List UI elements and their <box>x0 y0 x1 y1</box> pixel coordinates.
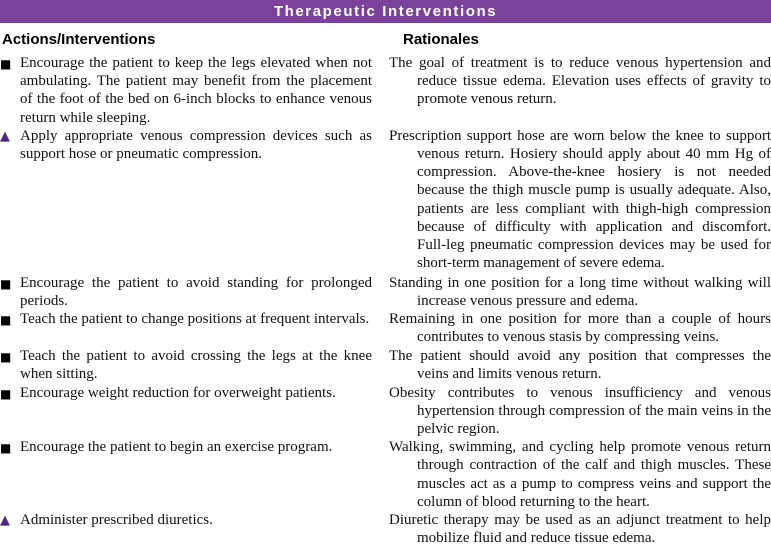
action-cell <box>0 384 389 439</box>
action-text: Encourage the patient to avoid standing for prolonged periods. <box>20 274 372 310</box>
square-bullet-icon: ■ <box>0 276 12 291</box>
action-cell <box>0 310 389 347</box>
table-row <box>0 511 771 547</box>
square-bullet-icon: ■ <box>0 57 12 71</box>
action-text: Administer prescribed diuretics. <box>20 512 213 529</box>
rationale-text: The patient should avoid any position that compresses the veins and limits venous return. <box>389 348 771 383</box>
action-cell <box>0 511 389 547</box>
action-text: Teach the patient to avoid crossing the legs at the knee when sitting. <box>20 348 372 383</box>
page-title: Therapeutic Interventions <box>273 3 498 20</box>
square-bullet-icon: ■ <box>0 313 12 328</box>
triangle-bullet-icon: ▲ <box>0 513 10 529</box>
action-cell <box>0 54 389 127</box>
action-text: Encourage weight reduction for overweight patients. <box>20 384 336 401</box>
table-row <box>0 310 771 347</box>
action-cell <box>0 274 389 310</box>
table-row <box>0 384 771 439</box>
table-row <box>0 347 771 383</box>
title-bar <box>0 0 771 23</box>
table-row <box>0 274 771 310</box>
rationale-text: Remaining in one position for more than a couple of hours contributes to venous stasis by compressing veins. <box>389 311 771 346</box>
rationale-text: The goal of treatment is to reduce venous hypertension and reduce tissue edema. Elevation uses effects of gravity to promote venous return. <box>389 55 771 108</box>
interventions-table <box>0 54 771 548</box>
action-text: Encourage the patient to begin an exercise program. <box>20 439 333 456</box>
column-header-rationales: Rationales <box>403 31 479 48</box>
action-cell <box>0 127 389 274</box>
square-bullet-icon: ■ <box>0 386 12 401</box>
table-row <box>0 438 771 511</box>
square-bullet-icon: ■ <box>0 441 12 456</box>
triangle-bullet-icon: ▲ <box>0 128 10 144</box>
square-bullet-icon: ■ <box>0 350 12 365</box>
action-cell <box>0 438 389 511</box>
action-text: Apply appropriate venous compression devices such as support hose or pneumatic compression. <box>20 127 372 163</box>
rationale-text: Standing in one position for a long time without walking will increase venous pressure and edema. <box>389 274 771 310</box>
action-text: Teach the patient to change positions at frequent intervals. <box>20 311 370 328</box>
rationale-text: Diuretic therapy may be used as an adjunct treatment to help mobilize fluid and reduce tissue edema. <box>389 512 771 547</box>
column-header-actions: Actions/Interventions <box>2 31 156 48</box>
table-row <box>0 127 771 274</box>
rationale-text: Walking, swimming, and cycling help promote venous return through contraction of the calf and thigh muscles. These muscles act as a pump to compress veins and support the column of blood returning to the heart. <box>389 439 771 510</box>
action-cell <box>0 347 389 383</box>
column-headers <box>0 23 771 54</box>
rationale-text: Obesity contributes to venous insufficiency and venous hypertension through compression of the main veins in the pelvic region. <box>389 384 771 438</box>
table-row <box>0 54 771 127</box>
rationale-text: Prescription support hose are worn below the knee to support venous return. Hosiery should apply about 40 mm Hg of compression. Above-the-knee hosiery is not needed because the thigh muscle pump is usually adequate. Also, patients are less compliant with thigh-high compression because of difficulty with application and discomfort. Full-leg pneumatic compression devices may be used for short-term management of severe edema. <box>389 127 771 272</box>
action-text: Encourage the patient to keep the legs elevated when not ambulating. The patient may benefit from the placement of the foot of the bed on 6-inch blocks to enhance venous return while sleeping. <box>20 55 372 126</box>
